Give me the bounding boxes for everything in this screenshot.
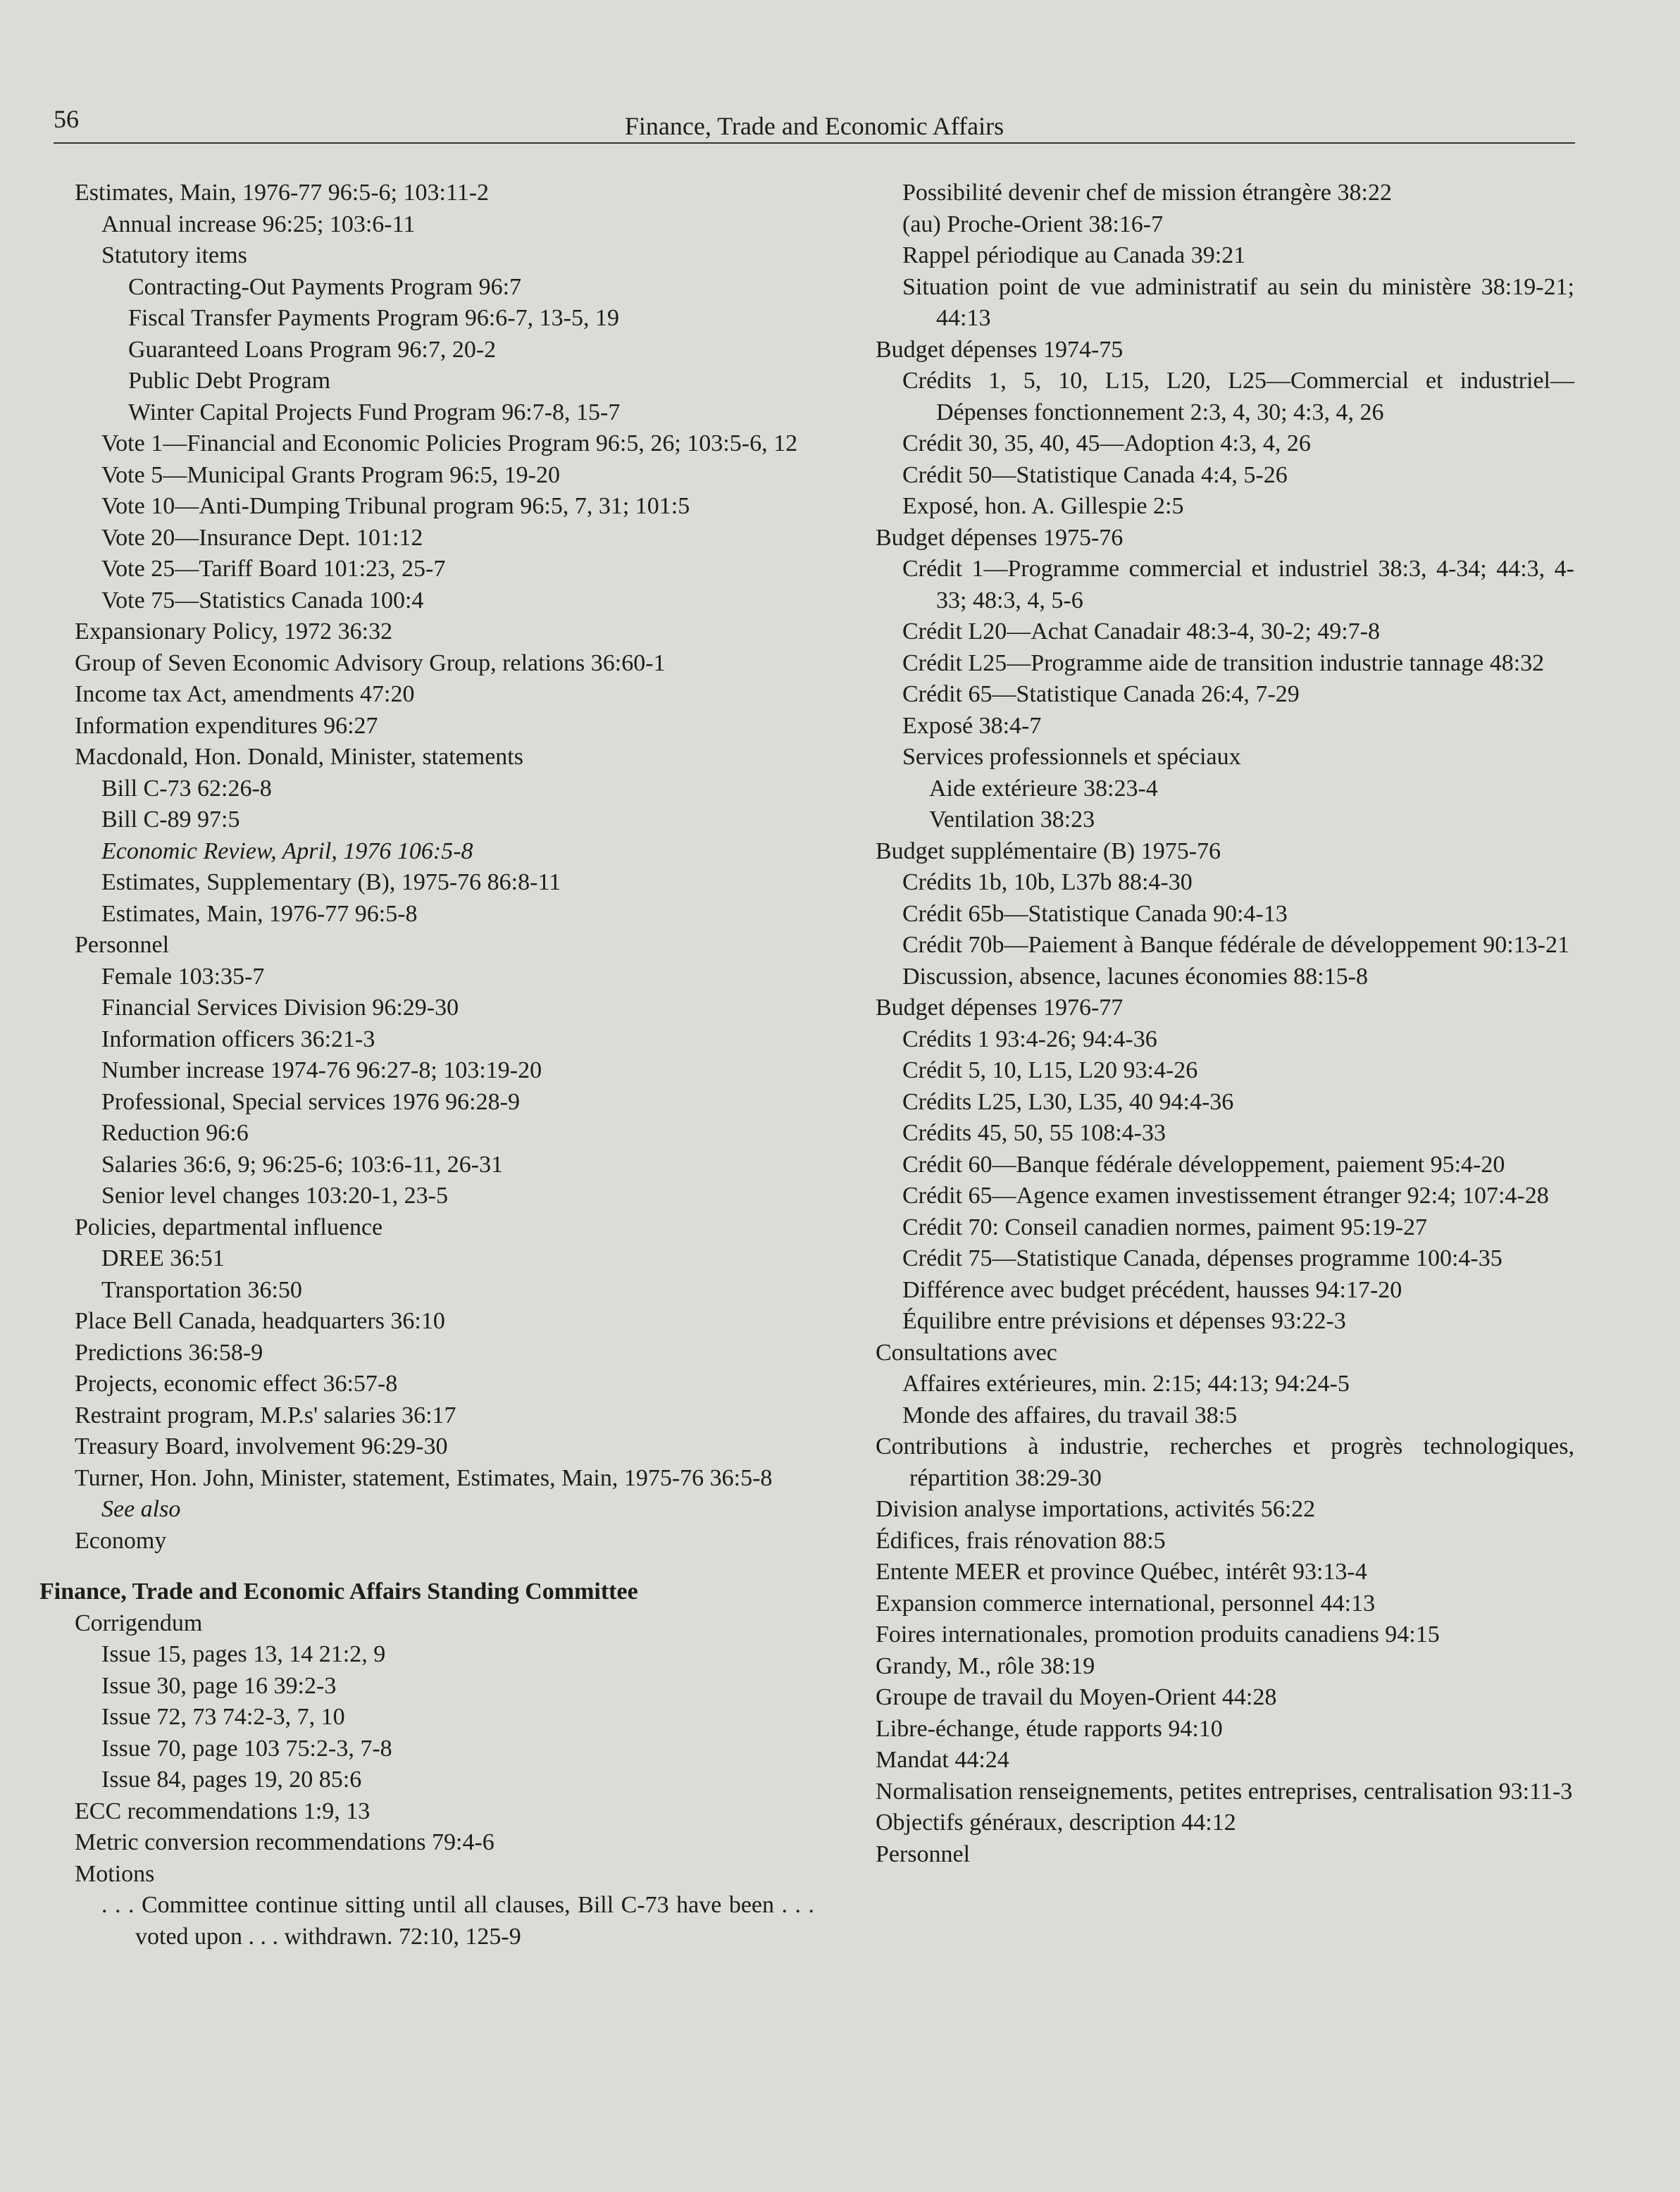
index-entry: Budget dépenses 1974-75 [876,336,1124,363]
index-entry: Corrigendum [75,1609,203,1636]
index-entry: Budget dépenses 1975-76 [876,524,1124,551]
index-entry: Mandat 44:24 [876,1747,1009,1773]
index-entry: Number increase 1974-76 96:27-8; 103:19-20 [101,1057,542,1083]
index-entry: Fiscal Transfer Payments Program 96:6-7, 13-5, 19 [128,305,619,331]
index-entry: Budget dépenses 1976-77 [876,995,1124,1021]
right-column [842,178,1574,1870]
index-entry: Bill C-73 62:26-8 [101,775,272,802]
index-entry: Contracting-Out Payments Program 96:7 [128,273,522,300]
index-entry: Salaries 36:6, 9; 96:25-6; 103:6-11, 26-31 [101,1151,504,1178]
index-entry: Affaires extérieures, min. 2:15; 44:13; 94:24-5 [902,1371,1350,1397]
index-entry: DREE 36:51 [101,1245,225,1271]
index-entry: Restraint program, M.P.s' salaries 36:17 [75,1402,456,1428]
index-entry: Personnel [876,1841,971,1867]
index-entry: Ventilation 38:23 [929,807,1095,833]
index-entry: Foires internationales, promotion produits canadiens 94:15 [876,1621,1440,1648]
index-entry: Crédit 5, 10, L15, L20 93:4-26 [902,1057,1198,1083]
index-entry: Information expenditures 96:27 [75,712,378,739]
index-entry: Vote 25—Tariff Board 101:23, 25-7 [101,556,446,582]
index-entry: Discussion, absence, lacunes économies 88:15-8 [902,963,1368,990]
index-entry: Annual increase 96:25; 103:6-11 [101,211,416,237]
index-entry: Groupe de travail du Moyen-Orient 44:28 [876,1684,1277,1710]
index-entry: Group of Seven Economic Advisory Group, relations 36:60-1 [75,649,666,676]
index-entry: Exposé, hon. A. Gillespie 2:5 [902,493,1184,519]
index-entry: Issue 84, pages 19, 20 85:6 [101,1767,362,1793]
running-title: Finance, Trade and Economic Affairs [624,112,1004,140]
index-entry: Expansion commerce international, personnel 44:13 [876,1590,1376,1617]
index-entry: Bill C-89 97:5 [101,807,240,833]
index-entry: Place Bell Canada, headquarters 36:10 [75,1308,445,1334]
index-entry: Vote 5—Municipal Grants Program 96:5, 19-20 [101,461,560,488]
index-entry: Income tax Act, amendments 47:20 [75,681,415,707]
index-entry: Vote 1—Financial and Economic Policies Program 96:5, 26; 103:5-6, 12 [101,430,798,456]
index-entry: Issue 72, 73 74:2-3, 7, 10 [101,1704,345,1730]
index-entry: Crédit 70b—Paiement à Banque fédérale de développement 90:13-21 [902,932,1569,958]
index-entry: Transportation 36:50 [101,1276,302,1303]
index-entry: Crédits 1, 5, 10, L15, L20, L25—Commercial et industriel—Dépenses fonctionnement 2:3, 4, 30; 4:3, 4, 26 [902,368,1574,425]
index-entry: Crédit 75—Statistique Canada, dépenses programme 100:4-35 [902,1245,1502,1271]
index-entry: Équilibre entre prévisions et dépenses 93:22-3 [902,1308,1346,1334]
index-entry: Crédit 70: Conseil canadien normes, paiment 95:19-27 [902,1214,1428,1240]
index-entry: Monde des affaires, du travail 38:5 [902,1402,1238,1428]
index-entry: Public Debt Program [128,368,331,394]
index-entry: Economy [75,1527,167,1554]
running-header [54,104,1575,144]
index-entry: Normalisation renseignements, petites entreprises, centralisation 93:11-3 [876,1778,1573,1805]
index-entry: Objectifs généraux, description 44:12 [876,1810,1236,1836]
index-entry: Crédit 50—Statistique Canada 4:4, 5-26 [902,461,1288,488]
index-entry: Budget supplémentaire (B) 1975-76 [876,837,1221,864]
index-entry: Treasury Board, involvement 96:29-30 [75,1433,448,1459]
section-heading: Finance, Trade and Economic Affairs Standing Committee [39,1578,638,1605]
index-entry: Édifices, frais rénovation 88:5 [876,1527,1166,1554]
index-entry: Metric conversion recommendations 79:4-6 [75,1829,494,1855]
index-entry: Situation point de vue administratif au sein du ministère 38:19-21; 44:13 [902,273,1574,331]
index-entry: Reduction 96:6 [101,1120,249,1146]
index-entry: Turner, Hon. John, Minister, statement, Estimates, Main, 1975-76 36:5-8 [75,1464,773,1491]
index-entry: (au) Proche-Orient 38:16-7 [902,211,1164,237]
index-entry: Crédits L25, L30, L35, 40 94:4-36 [902,1088,1234,1115]
index-entry: Information officers 36:21-3 [101,1026,375,1052]
index-entry: Crédit 30, 35, 40, 45—Adoption 4:3, 4, 26 [902,430,1311,456]
index-entry: Libre-échange, étude rapports 94:10 [876,1715,1223,1742]
index-entry: Issue 70, page 103 75:2-3, 7-8 [101,1735,392,1762]
index-entry: Aide extérieure 38:23-4 [929,775,1158,802]
index-entry: Crédit L20—Achat Canadair 48:3-4, 30-2; 49:7-8 [902,618,1380,644]
index-entry: Division analyse importations, activités 56:22 [876,1496,1316,1522]
index-entry: Policies, departmental influence [75,1214,383,1240]
index-entry: Female 103:35-7 [101,963,265,990]
index-entry: Services professionnels et spéciaux [902,744,1241,770]
index-entry: Contributions à industrie, recherches et progrès technologiques, répartition 38:29-30 [876,1433,1574,1491]
index-entry: Motions [75,1860,155,1887]
index-entry: Vote 20—Insurance Dept. 101:12 [101,524,423,551]
index-entry: Guaranteed Loans Program 96:7, 20-2 [128,336,497,363]
index-entry: Crédits 1b, 10b, L37b 88:4-30 [902,869,1193,895]
index-entry: ECC recommendations 1:9, 13 [75,1798,371,1824]
index-entry: Expansionary Policy, 1972 36:32 [75,618,393,644]
index-entry: Projects, economic effect 36:57-8 [75,1371,398,1397]
index-entry: Crédit L25—Programme aide de transition industrie tannage 48:32 [902,649,1545,676]
index-entry: See also [101,1496,181,1522]
index-entry: Entente MEER et province Québec, intérêt 93:13-4 [876,1559,1367,1585]
index-entry: Différence avec budget précédent, hausses 94:17-20 [902,1276,1402,1303]
index-entry: Issue 15, pages 13, 14 21:2, 9 [101,1641,386,1667]
index-entry: Winter Capital Projects Fund Program 96:7-8, 15-7 [128,399,621,425]
index-entry: Economic Review, April, 1976 106:5-8 [101,837,473,864]
index-entry: Crédit 65b—Statistique Canada 90:4-13 [902,900,1288,927]
index-entry: Macdonald, Hon. Donald, Minister, statements [75,744,523,770]
index-entry: Financial Services Division 96:29-30 [101,995,459,1021]
index-entry: Crédits 45, 50, 55 108:4-33 [902,1120,1166,1146]
index-entry: Grandy, M., rôle 38:19 [876,1652,1095,1679]
index-entry: Exposé 38:4-7 [902,712,1042,739]
index-entry: Issue 30, page 16 39:2-3 [101,1672,337,1699]
index-entry: Personnel [75,932,170,958]
index-entry: Senior level changes 103:20-1, 23-5 [101,1183,448,1209]
index-entry: Crédit 65—Statistique Canada 26:4, 7-29 [902,681,1300,707]
index-entry: . . . Committee continue sitting until all clauses, Bill C-73 have been . . . voted upon . . . withdrawn. 72:10, 125-9 [101,1892,814,1950]
index-entry: Consultations avec [876,1339,1057,1366]
index-entry: Estimates, Main, 1976-77 96:5-6; 103:11-2 [75,180,490,206]
index-entry: Estimates, Supplementary (B), 1975-76 86:8-11 [101,869,561,895]
index-entry: Professional, Special services 1976 96:28-9 [101,1088,520,1115]
index-entry: Estimates, Main, 1976-77 96:5-8 [101,900,418,927]
index-entry: Vote 10—Anti-Dumping Tribunal program 96:5, 7, 31; 101:5 [101,493,690,519]
index-entry: Crédit 65—Agence examen investissement étranger 92:4; 107:4-28 [902,1183,1549,1209]
index-entry: Crédit 1—Programme commercial et industriel 38:3, 4-34; 44:3, 4-33; 48:3, 4, 5-6 [902,556,1574,614]
index-entry: Crédits 1 93:4-26; 94:4-36 [902,1026,1157,1052]
index-entry: Vote 75—Statistics Canada 100:4 [101,587,424,614]
index-entry: Predictions 36:58-9 [75,1339,263,1366]
index-entry: Rappel périodique au Canada 39:21 [902,242,1246,268]
left-column [39,178,814,1953]
index-entry: Crédit 60—Banque fédérale développement, paiement 95:4-20 [902,1151,1505,1178]
index-entry: Possibilité devenir chef de mission étrangère 38:22 [902,180,1392,206]
page-number: 56 [54,105,79,133]
index-entry: Statutory items [101,242,247,268]
